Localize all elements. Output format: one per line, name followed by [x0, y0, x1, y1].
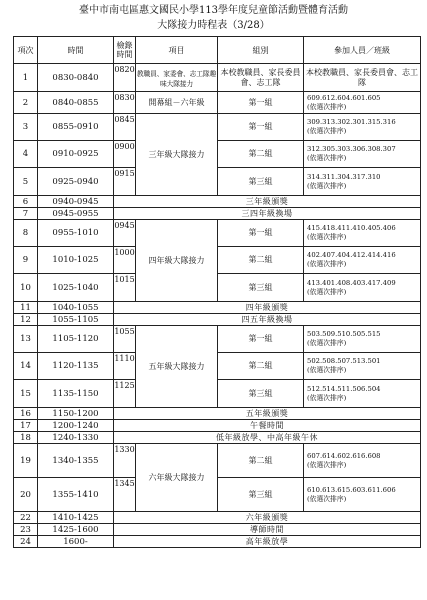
row-time: 1200-1240	[38, 420, 114, 432]
row-time: 1355-1410	[38, 478, 114, 512]
table-row	[14, 314, 421, 326]
row-time: 1240-1330	[38, 432, 114, 444]
row-group: 第二組	[218, 141, 304, 168]
row-activity: 六年級頒獎	[114, 512, 421, 524]
people-list: 413.401.408.403.417.409	[307, 278, 396, 287]
row-check-time: 0915	[114, 168, 136, 196]
row-time: 1040-1055	[38, 302, 114, 314]
table-row	[14, 141, 421, 168]
row-people	[304, 326, 421, 353]
row-num: 7	[14, 208, 38, 220]
row-num: 19	[14, 444, 38, 478]
people-note: (依選次排序)	[307, 494, 347, 503]
table-row	[14, 220, 421, 247]
row-group: 第一組	[218, 326, 304, 353]
schedule-table	[13, 36, 421, 548]
row-num: 8	[14, 220, 38, 247]
people-list: 502.508.507.513.501	[307, 357, 381, 365]
table-row	[14, 64, 421, 92]
row-item: 教職員、家委會、志工隊趣味大隊接力	[136, 64, 218, 92]
table-row	[14, 326, 421, 353]
row-time: 0840-0855	[38, 92, 114, 114]
people-list: 314.311.304.317.310	[307, 172, 381, 181]
people-list: 609.612.604.601.605	[307, 93, 381, 102]
row-check-time: 1000	[114, 247, 136, 274]
row-group: 第二組	[218, 444, 304, 478]
header-item: 項目	[136, 37, 218, 64]
people-list: 610.613.615.603.611.606	[307, 485, 396, 494]
table-row	[14, 274, 421, 302]
row-time: 0925-0940	[38, 168, 114, 196]
row-group: 第三組	[218, 274, 304, 302]
row-num: 23	[14, 524, 38, 536]
row-activity: 五年級頒獎	[114, 408, 421, 420]
table-row	[14, 92, 421, 114]
row-check-time: 1330	[114, 444, 136, 478]
people-note: (依選次排序)	[307, 460, 347, 469]
row-item: 四年級大隊接力	[136, 220, 218, 302]
row-activity: 四年級頒獎	[114, 302, 421, 314]
page-title: 臺中市南屯區惠文國民小學113學年度兒童節活動暨體育活動	[78, 5, 349, 16]
table-row	[14, 408, 421, 420]
people-list: 607.614.602.616.608	[307, 451, 381, 460]
row-people	[304, 478, 421, 512]
table-row	[14, 168, 421, 196]
table-row	[14, 524, 421, 536]
row-group: 第一組	[218, 220, 304, 247]
row-people	[304, 353, 421, 380]
people-list: 312.305.303.306.308.307	[307, 145, 396, 153]
table-row	[14, 353, 421, 380]
row-num: 18	[14, 432, 38, 444]
row-time: 1025-1040	[38, 274, 114, 302]
row-num: 3	[14, 114, 38, 141]
people-list: 512.514.511.506.504	[307, 384, 381, 393]
row-group: 本校教職員、家長委員會、志工隊	[218, 64, 304, 92]
header-check: 檢錄時間	[114, 37, 136, 64]
row-time: 1150-1200	[38, 408, 114, 420]
people-note: (依選次排序)	[307, 154, 347, 162]
row-time: 1120-1135	[38, 353, 114, 380]
people-list: 309.313.302.301.315.316	[307, 118, 396, 126]
row-time: 0955-1010	[38, 220, 114, 247]
row-check-time: 1055	[114, 326, 136, 353]
row-check-time: 1125	[114, 380, 136, 408]
row-group: 第三組	[218, 380, 304, 408]
table-row	[14, 114, 421, 141]
row-activity: 高年級放學	[114, 536, 421, 548]
row-time: 1105-1120	[38, 326, 114, 353]
row-check-time: 0900	[114, 141, 136, 168]
header-group: 組別	[218, 37, 304, 64]
row-people	[304, 114, 421, 141]
table-row	[14, 247, 421, 274]
row-num: 4	[14, 141, 38, 168]
row-time: 1425-1600	[38, 524, 114, 536]
row-people: 本校教職員、家長委員會、志工隊	[304, 64, 421, 92]
people-note: (依選次排序)	[307, 339, 347, 347]
row-time: 1135-1150	[38, 380, 114, 408]
table-row	[14, 536, 421, 548]
row-people	[304, 444, 421, 478]
row-people	[304, 380, 421, 408]
row-item: 開幕組－六年級	[136, 92, 218, 114]
row-check-time: 0845	[114, 114, 136, 141]
row-check-time: 1345	[114, 478, 136, 512]
row-activity: 低年級放學、中高年級午休	[114, 432, 421, 444]
row-num: 10	[14, 274, 38, 302]
row-people	[304, 168, 421, 196]
row-item: 三年級大隊接力	[136, 114, 218, 196]
row-time: 0945-0955	[38, 208, 114, 220]
people-list: 503.509.510.505.515	[307, 330, 381, 338]
row-num: 20	[14, 478, 38, 512]
row-check-time: 0945	[114, 220, 136, 247]
row-time: 0940-0945	[38, 196, 114, 208]
row-num: 5	[14, 168, 38, 196]
row-group: 第一組	[218, 114, 304, 141]
row-activity: 四五年級換場	[114, 314, 421, 326]
people-list: 402.407.404.412.414.416	[307, 251, 396, 259]
row-num: 1	[14, 64, 38, 92]
table-row	[14, 512, 421, 524]
row-time: 1340-1355	[38, 444, 114, 478]
row-people	[304, 247, 421, 274]
row-num: 12	[14, 314, 38, 326]
row-group: 第二組	[218, 247, 304, 274]
row-time: 1410-1425	[38, 512, 114, 524]
table-row	[14, 420, 421, 432]
header-people: 參加人員／班級	[304, 37, 421, 64]
row-check-time: 1110	[114, 353, 136, 380]
row-num: 22	[14, 512, 38, 524]
row-num: 6	[14, 196, 38, 208]
row-time: 1600-	[38, 536, 114, 548]
people-list: 415.418.411.410.405.406	[307, 224, 396, 232]
row-people	[304, 141, 421, 168]
row-time: 0830-0840	[38, 64, 114, 92]
people-note: (依選次排序)	[307, 393, 347, 402]
row-num: 24	[14, 536, 38, 548]
row-num: 17	[14, 420, 38, 432]
row-activity: 導師時間	[114, 524, 421, 536]
row-num: 16	[14, 408, 38, 420]
people-note: (依選次排序)	[307, 260, 347, 268]
row-group: 第一組	[218, 92, 304, 114]
header-time: 時間	[38, 37, 114, 64]
row-group: 第三組	[218, 478, 304, 512]
row-num: 15	[14, 380, 38, 408]
table-row	[14, 380, 421, 408]
row-num: 13	[14, 326, 38, 353]
table-row	[14, 432, 421, 444]
table-row	[14, 208, 421, 220]
row-group: 第二組	[218, 353, 304, 380]
row-group: 第三組	[218, 168, 304, 196]
header-num: 項次	[14, 37, 38, 64]
row-time: 0910-0925	[38, 141, 114, 168]
people-note: (依選次排序)	[307, 287, 347, 296]
row-check-time: 0820	[114, 64, 136, 92]
people-note: (依選次排序)	[307, 233, 347, 241]
header-row	[14, 37, 421, 64]
row-num: 9	[14, 247, 38, 274]
row-num: 14	[14, 353, 38, 380]
people-note: (依選次排序)	[307, 181, 347, 190]
row-check-time: 0830	[114, 92, 136, 114]
row-people	[304, 274, 421, 302]
people-note: (依選次排序)	[307, 102, 347, 111]
row-num: 2	[14, 92, 38, 114]
row-check-time: 1015	[114, 274, 136, 302]
people-note: (依選次排序)	[307, 127, 347, 135]
table-row	[14, 478, 421, 512]
table-row	[14, 196, 421, 208]
row-time: 0855-0910	[38, 114, 114, 141]
row-item: 六年級大隊接力	[136, 444, 218, 512]
page-subtitle: 大隊接力時程表（3/28）	[157, 20, 270, 31]
row-time: 1010-1025	[38, 247, 114, 274]
people-note: (依選次排序)	[307, 366, 347, 374]
row-people	[304, 220, 421, 247]
row-people	[304, 92, 421, 114]
row-activity: 三四年級換場	[114, 208, 421, 220]
row-activity: 三年級頒獎	[114, 196, 421, 208]
row-item: 五年級大隊接力	[136, 326, 218, 408]
row-activity: 午餐時間	[114, 420, 421, 432]
table-row	[14, 444, 421, 478]
table-row	[14, 302, 421, 314]
row-time: 1055-1105	[38, 314, 114, 326]
row-num: 11	[14, 302, 38, 314]
